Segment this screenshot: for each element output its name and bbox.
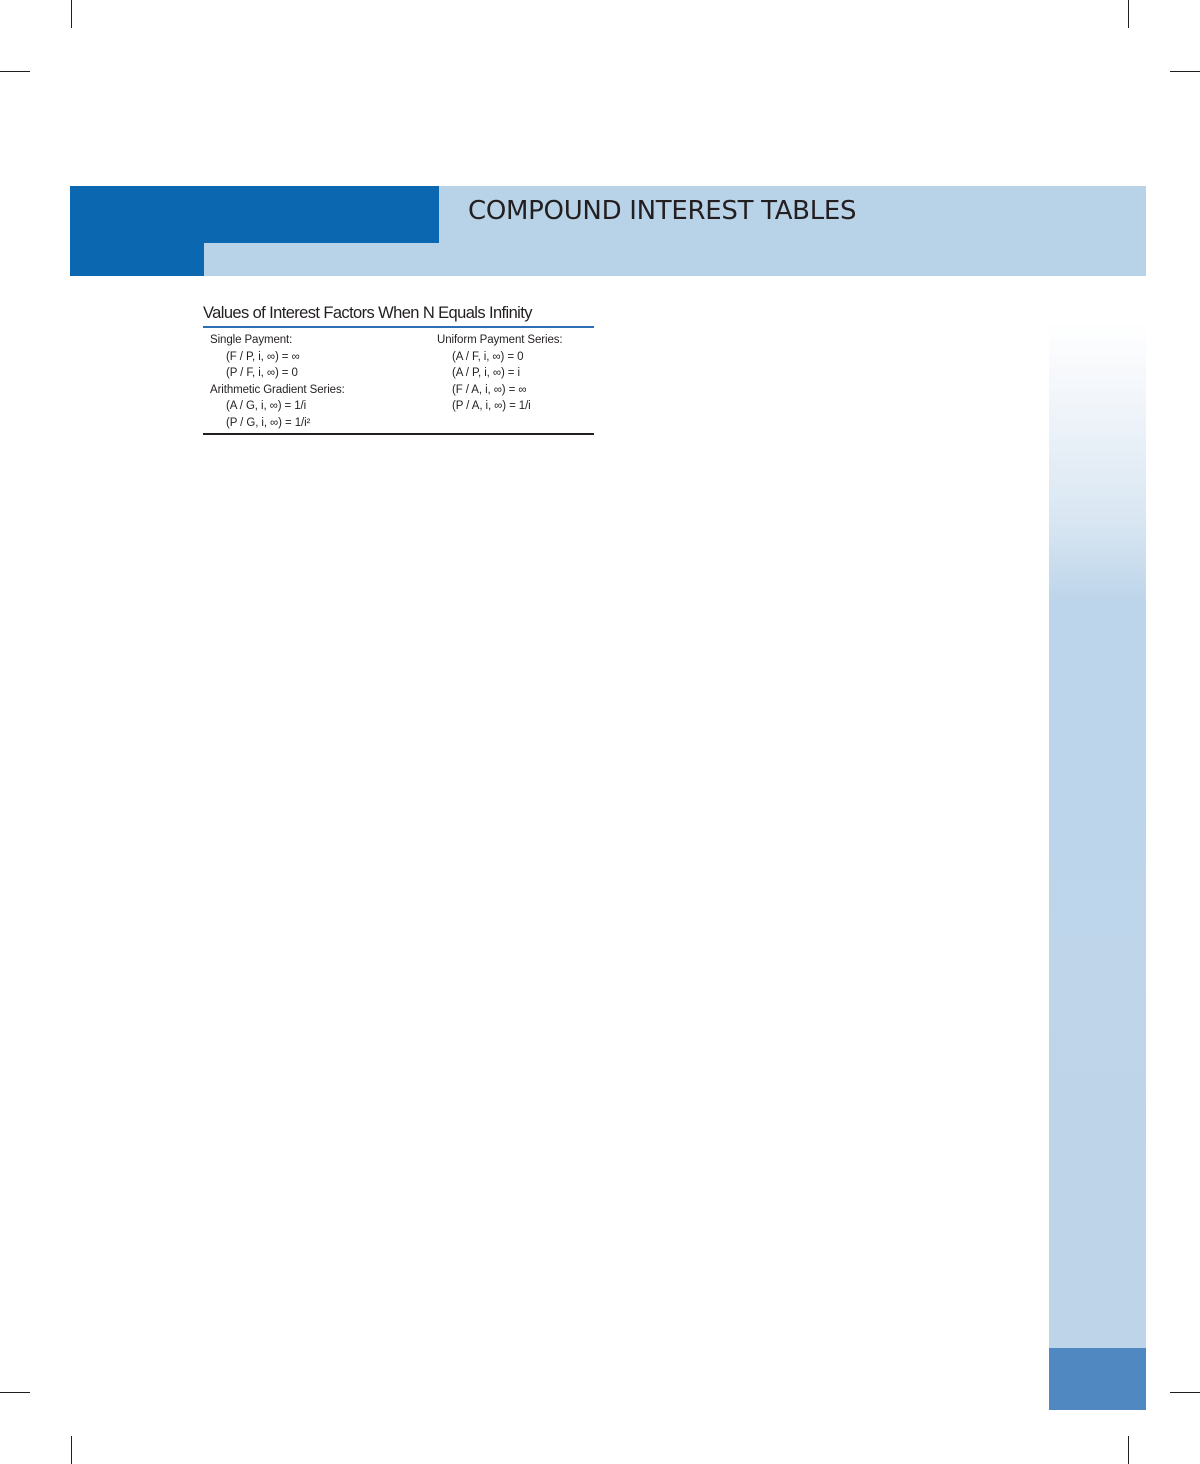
category-label: Arithmetic Gradient Series: bbox=[210, 383, 345, 396]
crop-mark-right-bottom bbox=[1170, 1392, 1200, 1393]
header-banner-dark-step bbox=[70, 243, 204, 276]
crop-mark-top-right bbox=[1128, 0, 1129, 28]
crop-mark-left-top bbox=[0, 71, 30, 72]
factor-row: (F / P, i, ∞) = ∞ bbox=[226, 350, 300, 363]
header-banner-light-strip bbox=[204, 243, 1146, 276]
factor-row: (F / A, i, ∞) = ∞ bbox=[452, 383, 527, 396]
side-tab bbox=[1049, 1348, 1146, 1410]
header-banner-dark bbox=[70, 186, 439, 243]
table-right-column bbox=[437, 332, 563, 415]
crop-mark-bottom-right bbox=[1128, 1436, 1129, 1464]
side-gradient-bar bbox=[1049, 322, 1146, 1348]
category-label: Uniform Payment Series: bbox=[437, 334, 563, 346]
crop-mark-top-left bbox=[71, 0, 72, 28]
factor-row: (P / A, i, ∞) = 1/i bbox=[452, 400, 531, 413]
factor-row: (P / G, i, ∞) = 1/i² bbox=[226, 416, 311, 429]
table-left-column bbox=[210, 332, 345, 432]
factor-row: (A / P, i, ∞) = i bbox=[452, 367, 520, 380]
category-label: Single Payment: bbox=[210, 334, 293, 346]
crop-mark-right-top bbox=[1170, 71, 1200, 72]
table-top-rule bbox=[203, 326, 594, 328]
table-title: Values of Interest Factors When N Equals Infinity bbox=[203, 304, 532, 322]
factor-row: (A / F, i, ∞) = 0 bbox=[452, 350, 524, 363]
page-title: COMPOUND INTEREST TABLES bbox=[468, 196, 857, 226]
factor-row: (P / F, i, ∞) = 0 bbox=[226, 367, 298, 380]
interest-factors-table bbox=[203, 303, 594, 429]
crop-mark-bottom-left bbox=[71, 1436, 72, 1464]
crop-mark-left-bottom bbox=[0, 1392, 30, 1393]
factor-row: (A / G, i, ∞) = 1/i bbox=[226, 400, 307, 413]
table-bottom-rule bbox=[203, 433, 594, 435]
